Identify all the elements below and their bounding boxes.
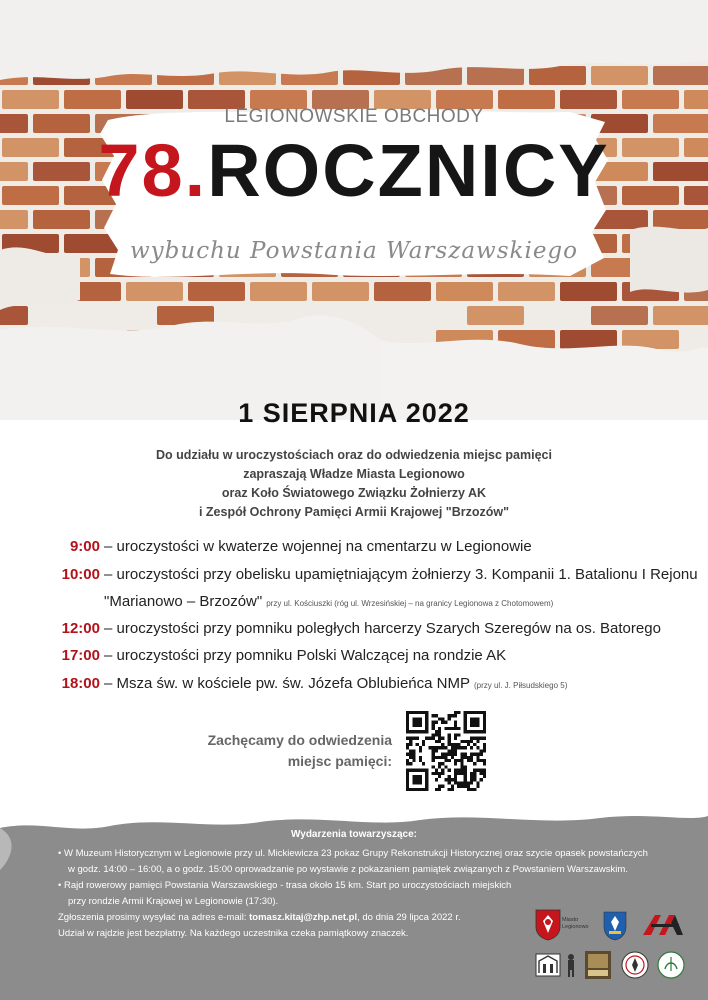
invitation-line: oraz Koło Światowego Związku Żołnierzy AK <box>221 486 487 500</box>
schedule-text: – uroczystości przy obelisku upamiętniającym żołnierzy 3. Kompanii 1. Batalionu I Rejonu <box>104 566 698 583</box>
footer-line: • W Muzeum Historycznym w Legionowie przy ul. Mickiewicza 23 pokaz Grupy Rekonstrukcji Historycznej oraz szycie opasek powstańczych <box>58 848 648 859</box>
schedule-row <box>0 538 532 555</box>
schedule-text: – uroczystości w kwaterze wojennej na cmentarzu w Legionowie <box>104 538 532 555</box>
invitation-line: i Zespół Ochrony Pamięci Armii Krajowej "Brzozów" <box>198 505 510 519</box>
schedule-text: – Msza św. w kościele pw. św. Józefa Oblubieńca NMP <box>104 675 470 692</box>
schedule-row <box>0 593 553 610</box>
schedule-row <box>0 647 506 664</box>
schedule-row <box>0 675 567 692</box>
header-top-line: LEGIONOWSKIE OBCHODY <box>224 106 484 127</box>
footer-title: Wydarzenia towarzyszące: <box>291 829 417 840</box>
schedule-row <box>0 620 661 637</box>
zhp-badge-icon <box>621 951 649 979</box>
schedule-time: 9:00 <box>69 538 100 555</box>
museum-logo-icon <box>535 953 561 977</box>
soldier-figure-icon <box>565 953 577 977</box>
city-label-line: Miasto <box>562 917 579 923</box>
invitation-line: Do udziału w uroczystościach oraz do odwiedzenia miejsc pamięci <box>156 448 552 462</box>
schedule-text: – uroczystości przy pomniku poległych harcerzy Szarych Szeregów na os. Batorego <box>104 620 661 637</box>
city-label-line: Legionowo <box>562 924 589 930</box>
invitation-line: zapraszają Władze Miasta Legionowo <box>243 467 465 481</box>
invitation-text <box>0 446 708 522</box>
qr-text-line: Zachęcamy do odwiedzenia <box>207 732 392 748</box>
schedule-time: 18:00 <box>61 675 100 692</box>
title-number: 78. <box>98 129 208 212</box>
legionowo-coat-of-arms-icon <box>535 909 561 941</box>
footer-line: przy rondzie Armii Krajowej w Legionowie (17:30). <box>68 896 279 907</box>
schedule-time: 10:00 <box>61 566 100 583</box>
schedule-row <box>0 566 698 583</box>
footer-line: • Rajd rowerowy pamięci Powstania Warszawskiego - trasa około 15 km. Start po uroczystościach miejskich <box>58 880 512 891</box>
schedule-note: przy ul. Kościuszki (róg ul. Wrzesińskiej – na granicy Legionowa z Chotomowem) <box>266 599 554 608</box>
brzozow-logo-icon <box>585 951 611 979</box>
city-label <box>562 917 589 931</box>
registration-suffix: , do dnia 29 lipca 2022 r. <box>357 912 461 923</box>
footer-line: w godz. 14:00 – 16:00, a o godz. 15:00 oprowadzanie po wystawie z pokazaniem pamiątek związanych z Powstaniem Warszawskim. <box>68 864 628 875</box>
schedule-text: "Marianowo – Brzozów" <box>104 593 263 610</box>
registration-email[interactable]: tomasz.kitaj@zhp.net.pl <box>249 912 358 923</box>
qr-invitation <box>170 730 392 772</box>
world-union-ak-logo-icon <box>657 951 685 979</box>
title-word: ROCZNICY <box>207 129 610 212</box>
schedule-time: 17:00 <box>61 647 100 664</box>
schedule-time: 12:00 <box>61 620 100 637</box>
ak-logo-icon <box>641 913 685 937</box>
powiat-coat-of-arms-icon <box>603 911 627 941</box>
qr-text-line: miejsc pamięci: <box>287 753 392 769</box>
main-title <box>0 128 708 214</box>
schedule-text: – uroczystości przy pomniku Polski Walczącej na rondzie AK <box>104 647 507 664</box>
qr-code[interactable] <box>406 711 486 791</box>
header-subtitle: wybuchu Powstania Warszawskiego <box>129 238 578 264</box>
registration-prefix: Zgłoszenia prosimy wysyłać na adres e-mail: <box>58 912 250 923</box>
schedule-note: (przy ul. J. Piłsudskiego 5) <box>473 681 568 690</box>
footer-line: Udział w rajdzie jest bezpłatny. Na każdego uczestnika czeka pamiątkowy znaczek. <box>58 928 409 939</box>
sponsor-logos <box>531 907 701 995</box>
event-date: 1 SIERPNIA 2022 <box>238 398 470 428</box>
